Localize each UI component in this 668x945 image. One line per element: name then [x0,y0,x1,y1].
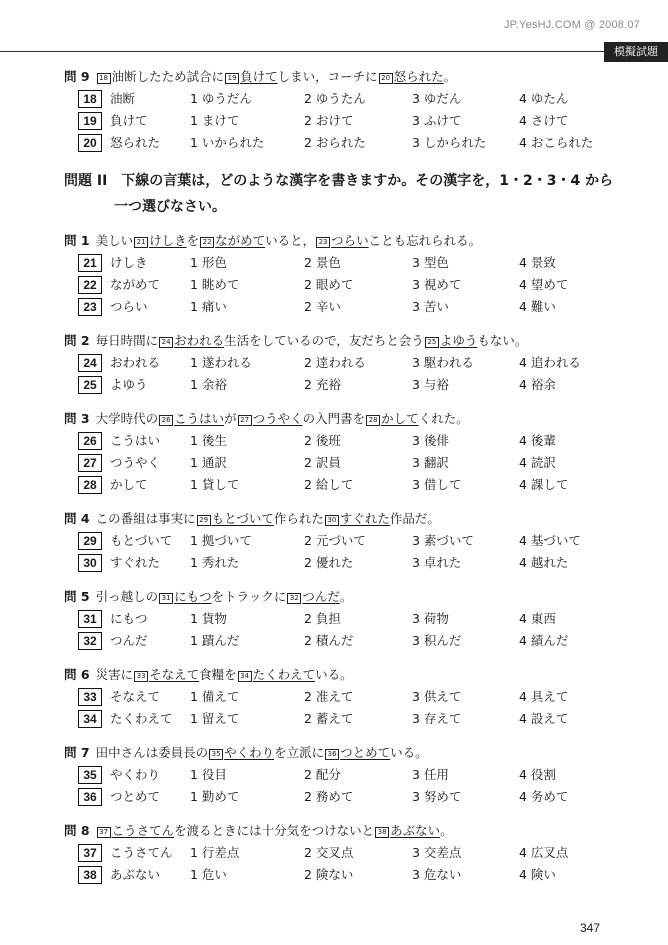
item-number-box: 19 [78,112,102,130]
sentence-text: 。 [440,823,453,838]
underlined-word: ながめて [215,233,266,248]
answer-option-2: 2 逹われる [304,355,366,370]
answer-row [78,110,624,132]
answer-option-1: 1 秀れた [190,555,240,570]
answer-option-4: 4 績んだ [519,633,569,648]
item-word: あぶない [110,867,161,882]
answer-option-4: 4 課して [519,477,569,492]
answer-option-3: 3 危ない [412,867,462,882]
blank-number-box: 38 [375,827,389,838]
answer-option-4: 4 険い [519,867,556,882]
item-word: つんだ [110,633,148,648]
item-word: にもつ [110,611,148,626]
item-number-box: 29 [78,532,102,550]
answer-row [78,274,624,296]
underlined-word: あぶない [390,823,441,838]
answer-option-2: 2 交叉点 [304,845,354,860]
answer-option-4: 4 越れた [519,555,569,570]
answer-option-4: 4 ゆたん [519,91,569,106]
answer-option-2: 2 務めて [304,789,354,804]
item-word: 怒られた [110,135,161,150]
answer-row [78,552,624,574]
answer-option-1: 1 備えて [190,689,240,704]
underlined-word: おわれる [174,333,225,348]
sentence-text: 大学時代の [95,411,159,426]
sentence-text: が [224,411,237,426]
answer-option-1: 1 痛い [190,299,227,314]
question-spacer [64,496,624,508]
question-sentence [64,66,624,88]
answer-option-3: 3 ゆだん [412,91,462,106]
answer-option-3: 3 任用 [412,767,449,782]
answer-option-3: 3 努めて [412,789,462,804]
answer-option-4: 4 裕余 [519,377,556,392]
answer-row [78,764,624,786]
question-number: 問 7 [64,745,90,760]
item-word: たくわえて [110,711,173,726]
answer-row [78,786,624,808]
answer-option-3: 3 荷物 [412,611,449,626]
answer-option-1: 1 まけて [190,113,240,128]
answer-option-2: 2 負担 [304,611,341,626]
answer-row [78,708,624,730]
answer-option-3: 3 供えて [412,689,462,704]
exam-content [64,66,624,886]
blank-number-box: 37 [97,827,111,838]
answer-option-2: 2 眼めて [304,277,354,292]
answer-option-1: 1 危い [190,867,227,882]
question-list [64,230,624,886]
underlined-word: けしき [149,233,187,248]
answer-option-3: 3 翻訳 [412,455,449,470]
underlined-word: こうさてん [111,823,175,838]
answer-option-3: 3 交差点 [412,845,462,860]
blank-number-box: 28 [366,415,380,426]
item-number-box: 26 [78,432,102,450]
sentence-text: もない。 [477,333,528,348]
item-number-box: 32 [78,632,102,650]
sentence-text: の入門書を [302,411,366,426]
underlined-word: たくわえて [252,667,316,682]
underlined-word: そなえて [149,667,200,682]
underlined-word: つんだ [302,589,340,604]
answer-option-4: 4 景致 [519,255,556,270]
answer-option-1: 1 役目 [190,767,227,782]
question-block [64,742,624,808]
question-number: 問 1 [64,233,90,248]
answer-option-4: 4 さけて [519,113,569,128]
answer-row [78,630,624,652]
underlined-word: こうはい [174,411,225,426]
question-number: 問 4 [64,511,90,526]
item-number-box: 36 [78,788,102,806]
sentence-text: 田中さんは委員長の [95,745,209,760]
answer-option-4: 4 基づいて [519,533,581,548]
answer-option-3: 3 後俳 [412,433,449,448]
blank-number-box: 33 [134,671,148,682]
sentence-text: いると， [265,233,316,248]
question-spacer [64,396,624,408]
item-number-box: 37 [78,844,102,862]
item-word: 負けて [110,113,148,128]
answer-row [78,842,624,864]
blank-number-box: 29 [197,515,211,526]
answer-option-2: 2 蓄えて [304,711,354,726]
answer-row [78,352,624,374]
answer-option-2: 2 ゆうたん [304,91,366,106]
answer-option-1: 1 眺めて [190,277,240,292]
header-rule [0,51,604,52]
question-number: 問 9 [64,69,90,84]
underlined-word: よゆう [439,333,478,348]
answer-option-2: 2 積んだ [304,633,354,648]
question-sentence [64,664,624,686]
answer-row [78,608,624,630]
blank-number-box: 25 [425,337,439,348]
answer-option-4: 4 広叉点 [519,845,569,860]
question-sentence [64,230,624,252]
answer-option-2: 2 元づいて [304,533,366,548]
answer-option-1: 1 ゆうだん [190,91,252,106]
answer-row [78,252,624,274]
blank-number-box: 35 [209,749,223,760]
question-sentence [64,330,624,352]
answer-option-1: 1 余裕 [190,377,227,392]
answer-option-2: 2 辛い [304,299,341,314]
answer-row [78,132,624,154]
answer-option-4: 4 東西 [519,611,556,626]
answer-row [78,88,624,110]
question-block [64,664,624,730]
question-sentence [64,820,624,842]
item-word: けしき [110,255,148,270]
question-block [64,586,624,652]
sentence-text: 生活をしているので，友だちと会う [224,333,424,348]
item-number-box: 30 [78,554,102,572]
answer-row [78,686,624,708]
answer-option-1: 1 貨物 [190,611,227,626]
answer-option-1: 1 貸して [190,477,240,492]
sentence-text: 油断したため試合に [111,69,225,84]
sentence-text: 毎日時間に [95,333,159,348]
answer-option-4: 4 望めて [519,277,569,292]
page-number: 347 [579,921,600,935]
item-number-box: 23 [78,298,102,316]
answer-option-4: 4 务めて [519,789,569,804]
sentence-text: 作られた [273,511,324,526]
answer-option-4: 4 難い [519,299,556,314]
item-number-box: 18 [78,90,102,108]
answer-row [78,864,624,886]
question-block [64,408,624,496]
underlined-word: かして [381,411,419,426]
section-instruction-line2: 一つ選びなさい。 [114,199,226,215]
answer-option-3: 3 しかられた [412,135,487,150]
item-number-box: 27 [78,454,102,472]
question-number: 問 3 [64,411,90,426]
answer-row [78,296,624,318]
answer-option-3: 3 积んだ [412,633,462,648]
sentence-text: しまい，コーチに [277,69,378,84]
blank-number-box: 27 [238,415,252,426]
blank-number-box: 24 [159,337,173,348]
answer-option-3: 3 視めて [412,277,462,292]
answer-option-2: 2 険ない [304,867,354,882]
question-spacer [64,574,624,586]
answer-option-1: 1 留えて [190,711,240,726]
sentence-text: くれた。 [418,411,469,426]
item-number-box: 20 [78,134,102,152]
item-word: つらい [110,299,148,314]
item-word: つとめて [110,789,161,804]
blank-number-box: 30 [325,515,339,526]
answer-option-1: 1 いかられた [190,135,265,150]
answer-option-2: 2 景色 [304,255,341,270]
question-spacer [64,730,624,742]
blank-number-box: 23 [316,237,330,248]
item-word: こうさてん [110,845,173,860]
sentence-text: をトラックに [211,589,287,604]
item-word: かして [110,477,148,492]
item-word: そなえて [110,689,161,704]
item-number-box: 35 [78,766,102,784]
blank-number-box: 19 [225,73,239,84]
item-number-box: 25 [78,376,102,394]
item-number-box: 21 [78,254,102,272]
answer-row [78,374,624,396]
answer-option-2: 2 准えて [304,689,354,704]
answer-option-4: 4 追われる [519,355,581,370]
question-block [64,820,624,886]
answer-option-1: 1 遂われる [190,355,252,370]
answer-option-3: 3 型色 [412,255,449,270]
question-number: 問 8 [64,823,90,838]
item-word: つうやく [110,455,161,470]
question-number: 問 2 [64,333,90,348]
question-block [64,230,624,318]
section-instruction-line1: 下線の言葉は，どのような漢字を書きますか。その漢字を，1・2・3・4 から [121,173,614,189]
underlined-word: 怒られた [393,69,444,84]
sentence-text: いる。 [390,745,428,760]
question-block [64,66,624,154]
item-word: おわれる [110,355,161,370]
question-block-first [64,66,624,154]
sentence-text: ことも忘れられる。 [368,233,482,248]
sentence-text: を渡るときには十分気をつけないと [174,823,375,838]
section-label: 問題 II [64,173,108,189]
answer-option-2: 2 配分 [304,767,341,782]
answer-option-2: 2 訳員 [304,455,341,470]
underlined-word: 負けて [240,69,278,84]
answer-option-4: 4 役割 [519,767,556,782]
question-number: 問 5 [64,589,90,604]
answer-option-4: 4 おこられた [519,135,594,150]
underlined-word: つうやく [252,411,303,426]
question-spacer [64,808,624,820]
sentence-text: を [186,233,200,248]
blank-number-box: 18 [97,73,111,84]
question-sentence [64,586,624,608]
underlined-word: つらい [331,233,369,248]
answer-option-1: 1 勤めて [190,789,240,804]
blank-number-box: 20 [379,73,393,84]
answer-option-1: 1 通訳 [190,455,227,470]
answer-option-3: 3 ふけて [412,113,462,128]
sentence-text: 引っ越しの [95,589,159,604]
answer-option-4: 4 設えて [519,711,569,726]
question-block [64,330,624,396]
blank-number-box: 26 [159,415,173,426]
item-word: 油断 [110,91,136,106]
item-word: すぐれた [110,555,161,570]
item-number-box: 38 [78,866,102,884]
question-sentence [64,508,624,530]
sentence-text: 災害に [95,667,134,682]
item-word: ながめて [110,277,161,292]
answer-option-3: 3 借して [412,477,462,492]
question-spacer [64,318,624,330]
blank-number-box: 32 [287,593,301,604]
sentence-text: 。 [443,69,457,84]
blank-number-box: 21 [134,237,148,248]
answer-option-1: 1 行差点 [190,845,240,860]
underlined-word: つとめて [340,745,391,760]
answer-option-1: 1 拠づいて [190,533,252,548]
underlined-word: すぐれた [339,511,390,526]
sentence-text: 食糧を [199,667,237,682]
answer-option-4: 4 読訳 [519,455,556,470]
item-number-box: 28 [78,476,102,494]
item-number-box: 34 [78,710,102,728]
answer-row [78,474,624,496]
answer-option-3: 3 存えて [412,711,462,726]
question-block [64,508,624,574]
blank-number-box: 22 [200,237,214,248]
section-instructions [64,168,624,220]
item-word: もとづいて [110,533,173,548]
sentence-text: を立派に [274,745,325,760]
sentence-text: 美しい [95,233,134,248]
answer-option-3: 3 与裕 [412,377,449,392]
blank-number-box: 34 [238,671,252,682]
answer-option-2: 2 おられた [304,135,366,150]
item-number-box: 31 [78,610,102,628]
answer-option-4: 4 具えて [519,689,569,704]
item-number-box: 33 [78,688,102,706]
answer-option-1: 1 蹟んだ [190,633,240,648]
answer-option-4: 4 後輩 [519,433,556,448]
sentence-text: 作品だ。 [389,511,440,526]
watermark-text: JP.YesHJ.COM @ 2008.07 [503,19,640,31]
blank-number-box: 36 [325,749,339,760]
question-spacer [64,652,624,664]
sentence-text: 。 [339,589,353,604]
answer-row [78,530,624,552]
answer-option-3: 3 駆われる [412,355,474,370]
answer-option-2: 2 給して [304,477,354,492]
answer-option-2: 2 おけて [304,113,354,128]
underlined-word: やくわり [224,745,275,760]
item-word: やくわり [110,767,161,782]
sentence-text: いる。 [315,667,353,682]
answer-option-3: 3 苦い [412,299,449,314]
blank-number-box: 31 [159,593,173,604]
question-number: 問 6 [64,667,90,682]
answer-option-2: 2 充裕 [304,377,341,392]
item-word: こうはい [110,433,161,448]
underlined-word: もとづいて [211,511,274,526]
answer-row [78,430,624,452]
question-sentence [64,408,624,430]
answer-option-3: 3 卓れた [412,555,462,570]
answer-option-2: 2 後班 [304,433,341,448]
answer-option-3: 3 素づいて [412,533,474,548]
answer-option-2: 2 優れた [304,555,354,570]
underlined-word: にもつ [174,589,212,604]
question-sentence [64,742,624,764]
answer-option-1: 1 後生 [190,433,227,448]
item-word: よゆう [110,377,148,392]
item-number-box: 22 [78,276,102,294]
item-number-box: 24 [78,354,102,372]
sentence-text: この番組は事実に [95,511,196,526]
answer-row [78,452,624,474]
header-tab: 模擬試題 [604,42,668,62]
answer-option-1: 1 形色 [190,255,227,270]
